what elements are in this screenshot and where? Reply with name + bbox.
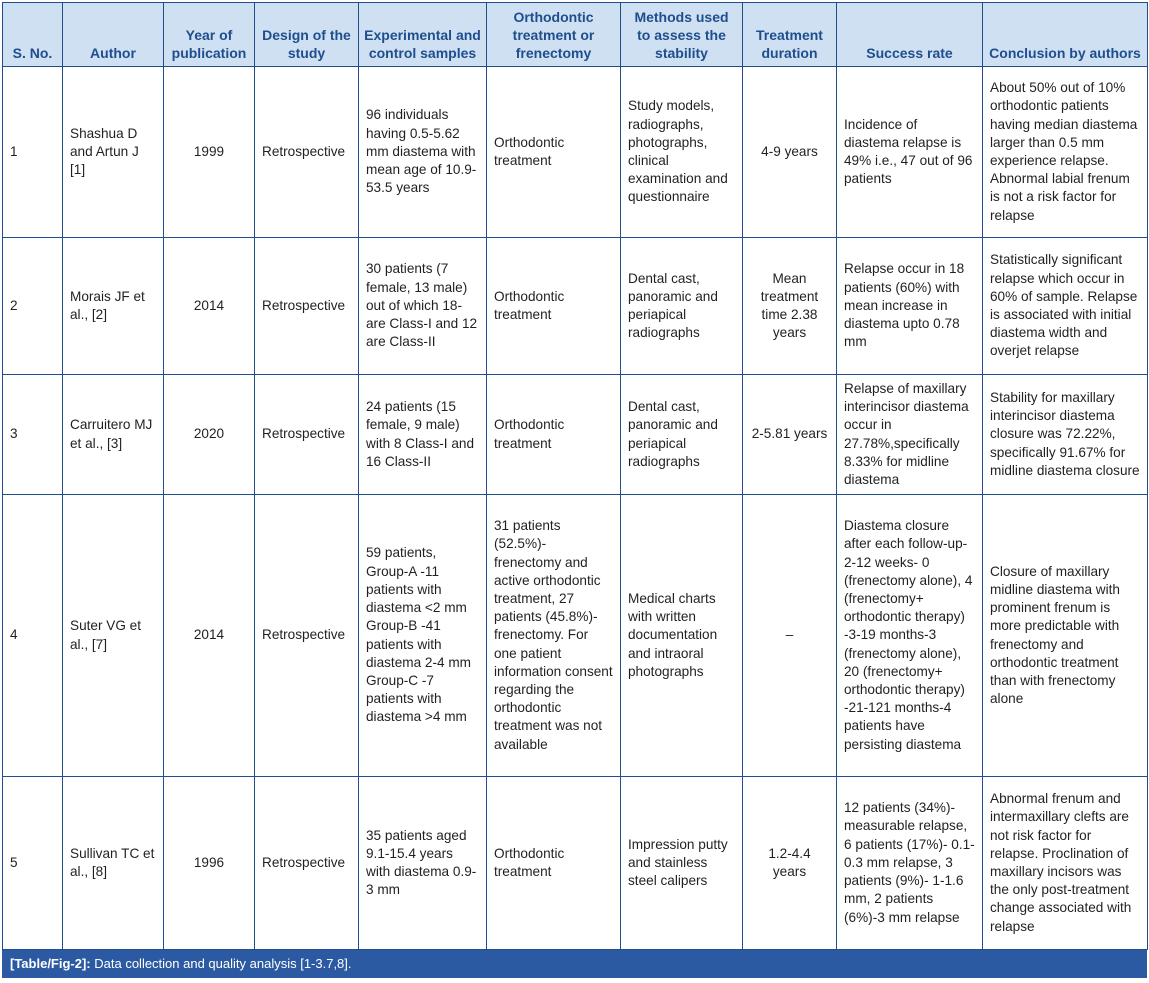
- cell-treatment: Orthodontic treatment: [487, 375, 621, 495]
- cell-sno: 2: [3, 238, 63, 375]
- cell-sno: 4: [3, 495, 63, 777]
- cell-methods: Dental cast, panoramic and periapical radiographs: [621, 238, 743, 375]
- cell-success: Relapse occur in 18 patients (60%) with mean increase in diastema upto 0.78 mm: [837, 238, 983, 375]
- cell-methods: Study models, radiographs, photographs, clinical examination and questionnaire: [621, 67, 743, 238]
- cell-methods: Medical charts with written documentation and intraoral photographs: [621, 495, 743, 777]
- cell-duration: –: [743, 495, 837, 777]
- header-author: Author: [63, 3, 164, 67]
- cell-duration: Mean treatment time 2.38 years: [743, 238, 837, 375]
- cell-author: Sullivan TC et al., [8]: [63, 777, 164, 950]
- table-figure: [2, 2, 1147, 978]
- caption-text: Data collection and quality analysis [1-3.7,8].: [90, 956, 352, 971]
- cell-design: Retrospective: [255, 67, 359, 238]
- header-success: Success rate: [837, 3, 983, 67]
- cell-treatment: 31 patients (52.5%)- frenectomy and active orthodontic treatment, 27 patients (45.8%)- frenectomy. For one patient information consent regarding the orthodontic treatment was not available: [487, 495, 621, 777]
- cell-treatment: Orthodontic treatment: [487, 777, 621, 950]
- cell-design: Retrospective: [255, 495, 359, 777]
- caption-label: [Table/Fig-2]:: [10, 956, 91, 971]
- cell-year: 2020: [164, 375, 255, 495]
- cell-author: Carruitero MJ et al., [3]: [63, 375, 164, 495]
- cell-success: Incidence of diastema relapse is 49% i.e., 47 out of 96 patients: [837, 67, 983, 238]
- cell-duration: 2-5.81 years: [743, 375, 837, 495]
- header-conclusion: Conclusion by authors: [983, 3, 1148, 67]
- cell-year: 1996: [164, 777, 255, 950]
- header-duration: Treatment duration: [743, 3, 837, 67]
- header-year: Year of publication: [164, 3, 255, 67]
- cell-methods: Impression putty and stainless steel calipers: [621, 777, 743, 950]
- cell-year: 1999: [164, 67, 255, 238]
- cell-samples: 24 patients (15 female, 9 male) with 8 Class-I and 16 Class-II: [359, 375, 487, 495]
- cell-success: Relapse of maxillary interincisor diastema occur in 27.78%,specifically 8.33% for midline diastema: [837, 375, 983, 495]
- cell-conclusion: Abnormal frenum and intermaxillary clefts are not risk factor for relapse. Proclination of maxillary incisors was the only post-treatment change associated with relapse: [983, 777, 1148, 950]
- cell-samples: 96 individuals having 0.5-5.62 mm diastema with mean age of 10.9-53.5 years: [359, 67, 487, 238]
- header-row: [3, 3, 1148, 67]
- cell-success: Diastema closure after each follow-up- 2-12 weeks- 0 (frenectomy alone), 4 (frenectomy+ orthodontic therapy) -3-19 months-3 (frenectomy alone), 20 (frenectomy+ orthodontic therapy) -21-121 months-4 patients have persisting diastema: [837, 495, 983, 777]
- header-design: Design of the study: [255, 3, 359, 67]
- cell-samples: 59 patients, Group-A -11 patients with diastema <2 mm Group-B -41 patients with diastema 2-4 mm Group-C -7 patients with diastema >4 mm: [359, 495, 487, 777]
- data-table: [2, 2, 1148, 950]
- table-row: [3, 238, 1148, 375]
- cell-sno: 1: [3, 67, 63, 238]
- cell-conclusion: Closure of maxillary midline diastema with prominent frenum is more predictable with frenectomy and orthodontic treatment than with frenectomy alone: [983, 495, 1148, 777]
- table-row: [3, 777, 1148, 950]
- cell-duration: 1.2-4.4 years: [743, 777, 837, 950]
- cell-treatment: Orthodontic treatment: [487, 67, 621, 238]
- table-row: [3, 375, 1148, 495]
- cell-year: 2014: [164, 495, 255, 777]
- cell-design: Retrospective: [255, 238, 359, 375]
- cell-methods: Dental cast, panoramic and periapical radiographs: [621, 375, 743, 495]
- table-row: [3, 495, 1148, 777]
- cell-success: 12 patients (34%)- measurable relapse, 6 patients (17%)- 0.1-0.3 mm relapse, 3 patients (9%)- 1-1.6 mm, 2 patients (6%)-3 mm relapse: [837, 777, 983, 950]
- header-sno: S. No.: [3, 3, 63, 67]
- cell-author: Shashua D and Artun J [1]: [63, 67, 164, 238]
- cell-conclusion: Stability for maxillary interincisor diastema closure was 72.22%, specifically 91.67% for midline diastema closure: [983, 375, 1148, 495]
- table-caption: [2, 950, 1147, 978]
- cell-design: Retrospective: [255, 777, 359, 950]
- cell-conclusion: Statistically significant relapse which occur in 60% of sample. Relapse is associated with initial diastema width and overjet relapse: [983, 238, 1148, 375]
- cell-treatment: Orthodontic treatment: [487, 238, 621, 375]
- cell-samples: 30 patients (7 female, 13 male) out of which 18- are Class-I and 12 are Class-II: [359, 238, 487, 375]
- cell-author: Suter VG et al., [7]: [63, 495, 164, 777]
- table-row: [3, 67, 1148, 238]
- cell-samples: 35 patients aged 9.1-15.4 years with diastema 0.9-3 mm: [359, 777, 487, 950]
- cell-sno: 3: [3, 375, 63, 495]
- header-samples: Experimental and control samples: [359, 3, 487, 67]
- cell-author: Morais JF et al., [2]: [63, 238, 164, 375]
- cell-conclusion: About 50% out of 10% orthodontic patients having median diastema larger than 0.5 mm experience relapse. Abnormal labial frenum is not a risk factor for relapse: [983, 67, 1148, 238]
- cell-duration: 4-9 years: [743, 67, 837, 238]
- cell-design: Retrospective: [255, 375, 359, 495]
- header-methods: Methods used to assess the stability: [621, 3, 743, 67]
- cell-sno: 5: [3, 777, 63, 950]
- header-treatment: Orthodontic treatment or frenectomy: [487, 3, 621, 67]
- cell-year: 2014: [164, 238, 255, 375]
